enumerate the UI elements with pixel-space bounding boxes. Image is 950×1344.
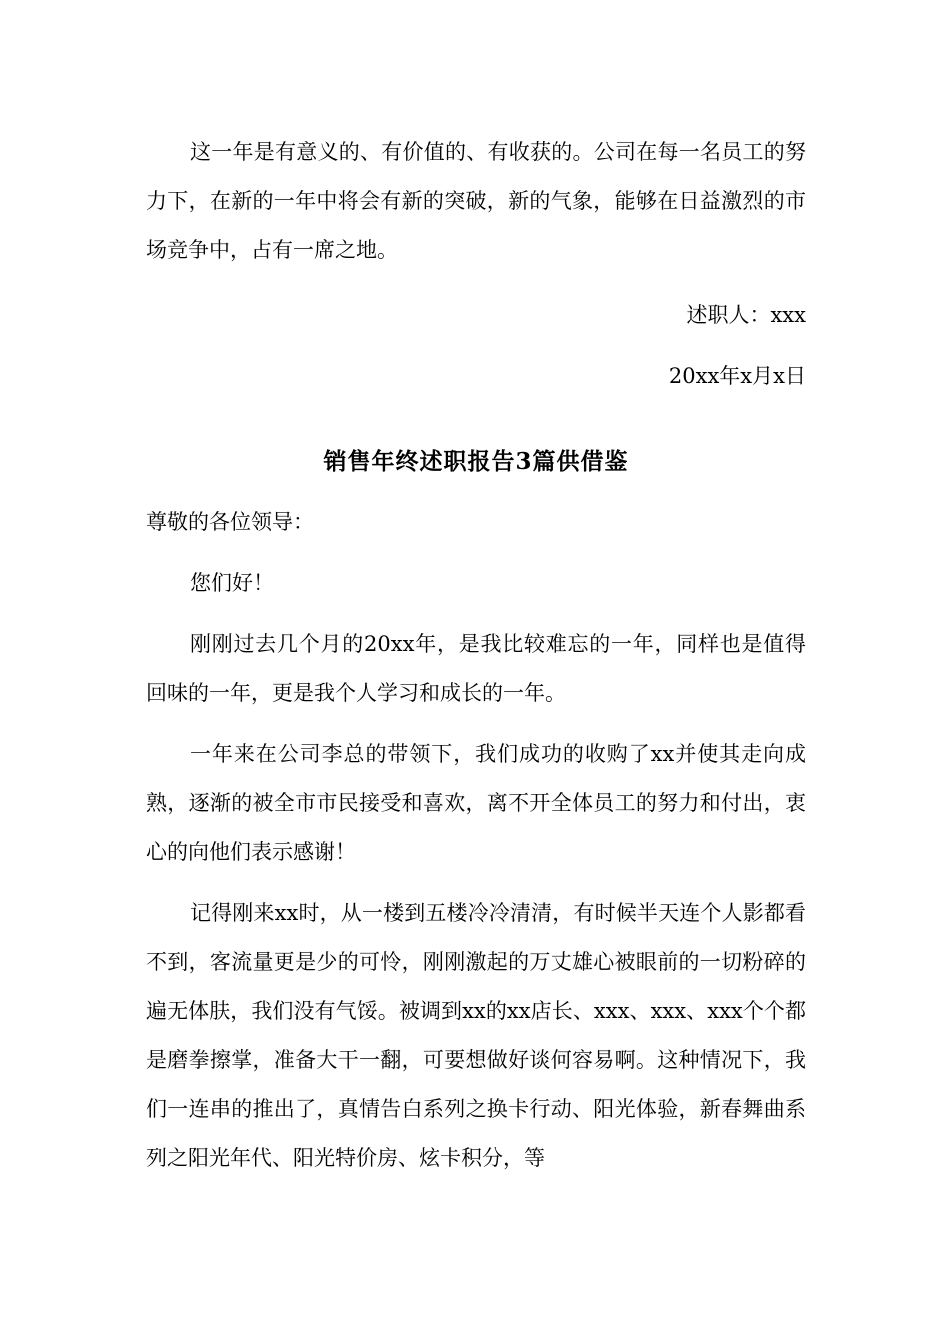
salutation: 尊敬的各位领导：	[146, 510, 314, 534]
document-page	[146, 128, 806, 1195]
greeting: 您们好！	[190, 571, 274, 595]
body-paragraph: 记得刚来xx时，从一楼到五楼冷冷清清，有时候半天连个人影都看不到，客流量更是少的可怜，刚刚激起的万丈雄心被眼前的一切粉碎的遍无体肤，我们没有气馁。被调到xx的xx店长、xxx、xxx、xxx个个都是磨拳擦掌，准备大干一翻，可要想做好谈何容易啊。这种情况下，我们一连串的推出了，真情告白系列之换卡行动、阳光体验，新春舞曲系列之阳光年代、阳光特价房、炫卡积分，等	[146, 901, 806, 1170]
body-paragraph: 刚刚过去几个月的20xx年，是我比较难忘的一年，同样也是值得回味的一年，更是我个人学习和成长的一年。	[146, 632, 806, 705]
signature: 述职人：xxx	[686, 303, 806, 327]
date: 20xx年x月x日	[668, 364, 806, 388]
closing-paragraph: 这一年是有意义的、有价值的、有收获的。公司在每一名员工的努力下，在新的一年中将会有新的突破，新的气象，能够在日益激烈的市场竞争中，占有一席之地。	[146, 140, 806, 262]
body-paragraph: 一年来在公司李总的带领下，我们成功的收购了xx并使其走向成熟，逐渐的被全市市民接受和喜欢，离不开全体员工的努力和付出，衷心的向他们表示感谢！	[146, 742, 806, 864]
document-title: 销售年终述职报告3篇供借鉴	[323, 448, 629, 475]
